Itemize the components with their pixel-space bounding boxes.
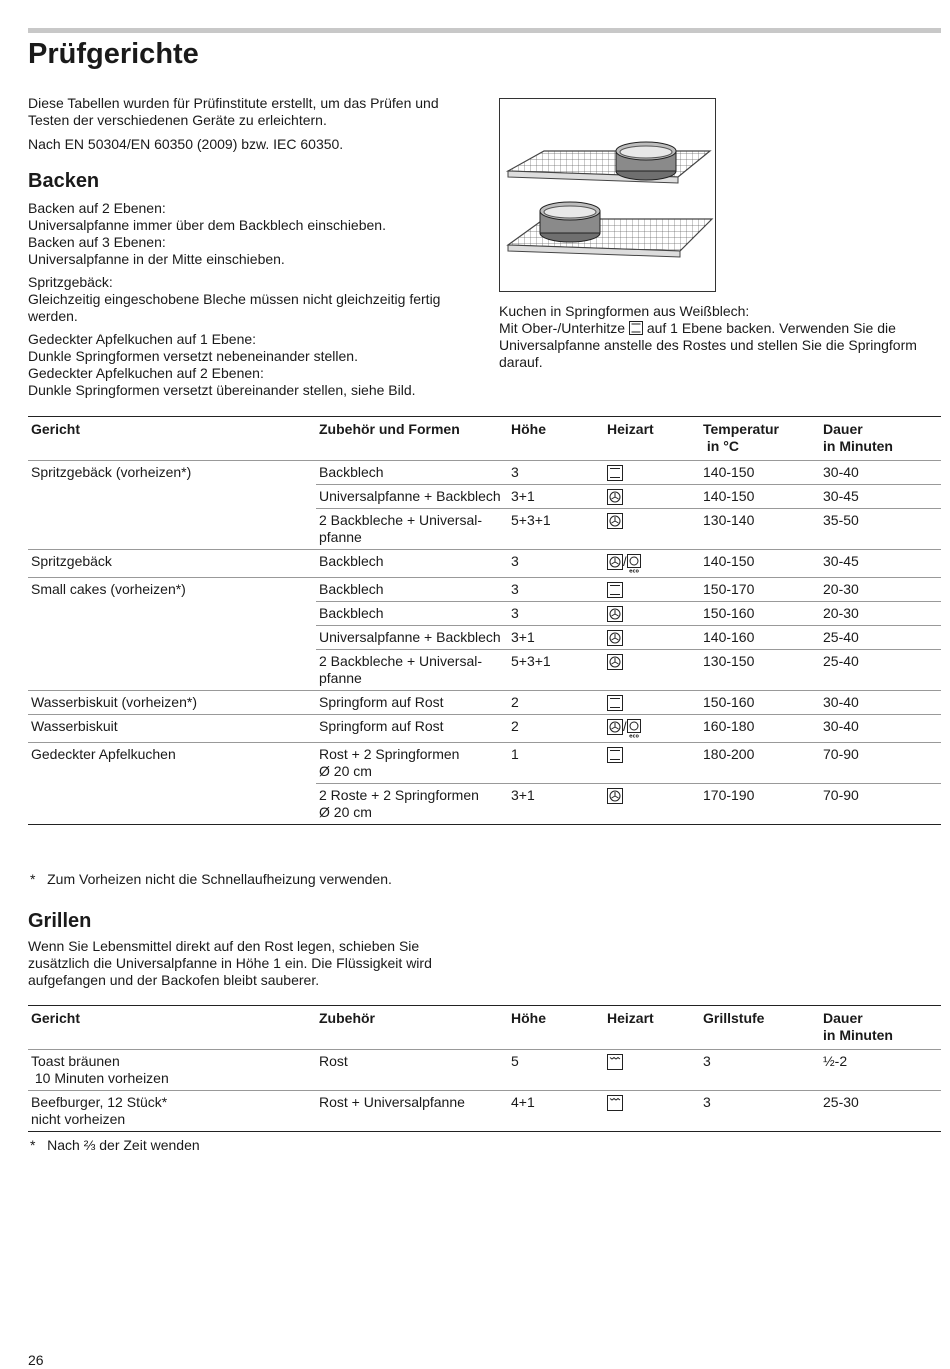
hoehe-cell: 3 bbox=[508, 461, 604, 485]
backen-heading: Backen bbox=[28, 170, 100, 192]
heizart-cell bbox=[604, 626, 700, 650]
3d-hot-air-icon bbox=[607, 788, 623, 804]
zubehoer-cell: Universalpfanne + Backblech bbox=[316, 626, 508, 650]
heizart-cell bbox=[604, 784, 700, 825]
table-row bbox=[28, 743, 941, 784]
heizart-cell bbox=[604, 485, 700, 509]
heizart-cell bbox=[604, 602, 700, 626]
temp-cell: 150-160 bbox=[700, 691, 820, 715]
3d-hot-air-icon bbox=[607, 719, 623, 735]
3d-hot-air-icon bbox=[607, 489, 623, 505]
heizart-cell bbox=[604, 691, 700, 715]
hoehe-cell: 3+1 bbox=[508, 626, 604, 650]
backen-paragraph: Backen auf 2 Ebenen: Universalpfanne immer über dem Backblech einschieben. Backen auf 3 Ebenen: Universalpfanne in der Mitte einschieben. bbox=[28, 200, 386, 267]
table-row bbox=[28, 1050, 941, 1091]
grillstufe-cell: 3 bbox=[700, 1050, 820, 1091]
top-rule bbox=[28, 28, 941, 33]
dish-cell: Spritzgebäck (vorheizen*) bbox=[28, 461, 316, 550]
dauer-cell: 25-30 bbox=[820, 1091, 941, 1132]
col-dauer: Dauer in Minuten bbox=[820, 1006, 941, 1050]
hoehe-cell: 3 bbox=[508, 602, 604, 626]
zubehoer-cell: Rost bbox=[316, 1050, 508, 1091]
backen-paragraph: Spritzgebäck: Gleichzeitig eingeschobene Bleche müssen nicht gleichzeitig fertig werden. bbox=[28, 274, 441, 324]
heizart-cell: / eco bbox=[604, 550, 700, 578]
col-hoehe: Höhe bbox=[508, 417, 604, 461]
backen-section bbox=[28, 169, 488, 405]
grillen-heading: Grillen bbox=[28, 910, 92, 932]
temp-cell: 150-170 bbox=[700, 578, 820, 602]
temp-cell: 160-180 bbox=[700, 715, 820, 743]
3d-hot-air-icon bbox=[607, 513, 623, 529]
col-heizart: Heizart bbox=[604, 1006, 700, 1050]
backen-paragraph: Gedeckter Apfelkuchen auf 1 Ebene: Dunkle Springformen versetzt nebeneinander stellen. Gedeckter Apfelkuchen auf 2 Ebenen: Dunkle Springformen versetzt übereinander stellen, siehe Bild. bbox=[28, 331, 416, 398]
dish-cell: Wasserbiskuit (vorheizen*) bbox=[28, 691, 316, 715]
zubehoer-cell: Backblech bbox=[316, 602, 508, 626]
dauer-cell: 30-45 bbox=[820, 550, 941, 578]
dauer-cell: 30-40 bbox=[820, 691, 941, 715]
3d-hot-air-icon bbox=[607, 606, 623, 622]
temp-cell: 140-160 bbox=[700, 626, 820, 650]
table-row bbox=[28, 691, 941, 715]
col-heizart: Heizart bbox=[604, 417, 700, 461]
zubehoer-cell: Universalpfanne + Backblech bbox=[316, 485, 508, 509]
heizart-cell bbox=[604, 578, 700, 602]
intro-text: Diese Tabellen wurden für Prüfinstitute erstellt, um das Prüfen und Testen der verschiedenen Geräte zu erleichtern. bbox=[28, 95, 439, 128]
zubehoer-cell: Backblech bbox=[316, 578, 508, 602]
dauer-cell: 20-30 bbox=[820, 602, 941, 626]
caption-line: Kuchen in Springformen aus Weißblech: bbox=[499, 303, 750, 319]
table1-footnote: * Zum Vorheizen nicht die Schnellaufheizung verwenden. bbox=[30, 871, 392, 887]
dauer-cell: 25-40 bbox=[820, 626, 941, 650]
table-row bbox=[28, 578, 941, 602]
dauer-cell: 70-90 bbox=[820, 784, 941, 825]
col-gericht: Gericht bbox=[28, 1006, 316, 1050]
3d-hot-air-icon bbox=[607, 630, 623, 646]
zubehoer-cell: Rost + 2 Springformen Ø 20 cm bbox=[316, 743, 508, 784]
temp-cell: 140-150 bbox=[700, 485, 820, 509]
top-bottom-heat-icon bbox=[607, 582, 623, 598]
dish-cell: Spritzgebäck bbox=[28, 550, 316, 578]
temp-cell: 170-190 bbox=[700, 784, 820, 825]
table-row bbox=[28, 461, 941, 485]
col-grillstufe: Grillstufe bbox=[700, 1006, 820, 1050]
hoehe-cell: 1 bbox=[508, 743, 604, 784]
intro-norm: Nach EN 50304/EN 60350 (2009) bzw. IEC 60350. bbox=[28, 136, 344, 152]
table-header-row bbox=[28, 417, 941, 461]
illustration-caption bbox=[499, 303, 939, 371]
top-bottom-heat-icon bbox=[607, 695, 623, 711]
col-zubehoer: Zubehör bbox=[316, 1006, 508, 1050]
hoehe-cell: 5+3+1 bbox=[508, 650, 604, 691]
page-number: 26 bbox=[28, 1352, 44, 1368]
hoehe-cell: 3 bbox=[508, 550, 604, 578]
heizart-cell bbox=[604, 461, 700, 485]
zubehoer-cell: 2 Backbleche + Universalpfanne bbox=[316, 509, 508, 550]
temp-cell: 130-150 bbox=[700, 650, 820, 691]
grillstufe-cell: 3 bbox=[700, 1091, 820, 1132]
temp-cell: 150-160 bbox=[700, 602, 820, 626]
table-row bbox=[28, 1091, 941, 1132]
dauer-cell: 20-30 bbox=[820, 578, 941, 602]
grill-icon bbox=[607, 1054, 623, 1070]
zubehoer-cell: Rost + Universalpfanne bbox=[316, 1091, 508, 1132]
dauer-cell: 35-50 bbox=[820, 509, 941, 550]
hoehe-cell: 2 bbox=[508, 691, 604, 715]
hoehe-cell: 5+3+1 bbox=[508, 509, 604, 550]
hoehe-cell: 5 bbox=[508, 1050, 604, 1091]
svg-text:eco: eco bbox=[628, 568, 639, 573]
dish-cell: Small cakes (vorheizen*) bbox=[28, 578, 316, 691]
hot-air-eco-icon bbox=[627, 554, 641, 573]
backen-table bbox=[28, 416, 941, 825]
temp-cell: 180-200 bbox=[700, 743, 820, 784]
svg-text:eco: eco bbox=[628, 733, 639, 738]
dauer-cell: ½-2 bbox=[820, 1050, 941, 1091]
hoehe-cell: 3+1 bbox=[508, 485, 604, 509]
table-row bbox=[28, 550, 941, 578]
col-zubehoer: Zubehör und Formen bbox=[316, 417, 508, 461]
col-gericht: Gericht bbox=[28, 417, 316, 461]
page-title: Prüfgerichte bbox=[28, 38, 199, 70]
table-row bbox=[28, 715, 941, 743]
dauer-cell: 30-45 bbox=[820, 485, 941, 509]
hoehe-cell: 2 bbox=[508, 715, 604, 743]
dish-cell: Beefburger, 12 Stück* nicht vorheizen bbox=[28, 1091, 316, 1132]
col-hoehe: Höhe bbox=[508, 1006, 604, 1050]
dish-cell: Toast bräunen 10 Minuten vorheizen bbox=[28, 1050, 316, 1091]
heizart-cell bbox=[604, 743, 700, 784]
dauer-cell: 30-40 bbox=[820, 461, 941, 485]
grillen-section bbox=[28, 909, 478, 989]
zubehoer-cell: Backblech bbox=[316, 461, 508, 485]
dauer-cell: 30-40 bbox=[820, 715, 941, 743]
grill-icon bbox=[607, 1095, 623, 1111]
heizart-cell: / eco bbox=[604, 715, 700, 743]
dauer-cell: 70-90 bbox=[820, 743, 941, 784]
dish-cell: Gedeckter Apfelkuchen bbox=[28, 743, 316, 825]
col-temperatur: Temperatur in °C bbox=[700, 417, 820, 461]
dish-cell: Wasserbiskuit bbox=[28, 715, 316, 743]
grillen-text: Wenn Sie Lebensmittel direkt auf den Rost legen, schieben Sie zusätzlich die Universalpfanne in Höhe 1 ein. Die Flüssigkeit wird aufgefangen und der Backofen bleibt sauberer. bbox=[28, 938, 432, 988]
top-bottom-heat-icon bbox=[607, 465, 623, 481]
3d-hot-air-icon bbox=[607, 554, 623, 570]
temp-cell: 130-140 bbox=[700, 509, 820, 550]
zubehoer-cell: Springform auf Rost bbox=[316, 715, 508, 743]
heizart-cell bbox=[604, 1091, 700, 1132]
springform-illustration bbox=[499, 98, 716, 292]
col-dauer: Dauer in Minuten bbox=[820, 417, 941, 461]
zubehoer-cell: Backblech bbox=[316, 550, 508, 578]
intro bbox=[28, 95, 478, 160]
hoehe-cell: 3+1 bbox=[508, 784, 604, 825]
heizart-cell bbox=[604, 1050, 700, 1091]
grillen-table bbox=[28, 1005, 941, 1132]
heizart-cell bbox=[604, 509, 700, 550]
dauer-cell: 25-40 bbox=[820, 650, 941, 691]
3d-hot-air-icon bbox=[607, 654, 623, 670]
hoehe-cell: 3 bbox=[508, 578, 604, 602]
table2-footnote: * Nach ⅔ der Zeit wenden bbox=[30, 1137, 200, 1153]
caption-text: Mit Ober-/Unterhitze auf 1 Ebene backen. Verwenden Sie die Universalpfanne anstelle des Rostes und stellen Sie die Springform darauf. bbox=[499, 320, 917, 370]
top-bottom-heat-icon bbox=[607, 747, 623, 763]
zubehoer-cell: Springform auf Rost bbox=[316, 691, 508, 715]
table-header-row bbox=[28, 1006, 941, 1050]
temp-cell: 140-150 bbox=[700, 461, 820, 485]
hot-air-eco-icon bbox=[627, 719, 641, 738]
hoehe-cell: 4+1 bbox=[508, 1091, 604, 1132]
top-bottom-heat-icon bbox=[629, 321, 643, 335]
zubehoer-cell: 2 Backbleche + Universalpfanne bbox=[316, 650, 508, 691]
zubehoer-cell: 2 Roste + 2 Springformen Ø 20 cm bbox=[316, 784, 508, 825]
temp-cell: 140-150 bbox=[700, 550, 820, 578]
heizart-cell bbox=[604, 650, 700, 691]
